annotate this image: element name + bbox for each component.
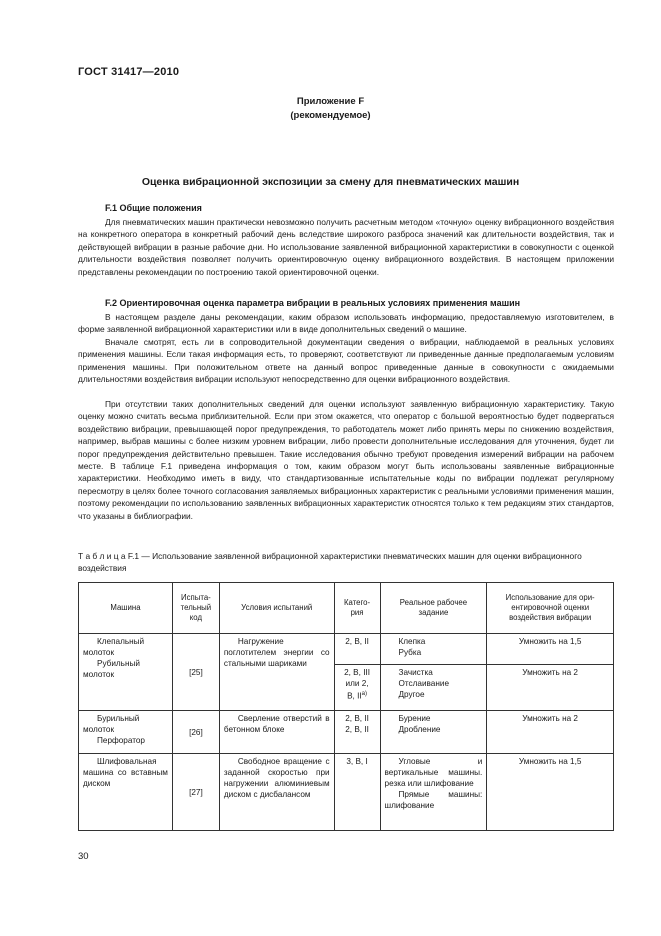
category-line: 2, B, II xyxy=(345,714,369,723)
task-cell xyxy=(380,665,487,711)
category-line: или 2, xyxy=(345,679,369,689)
task-cell xyxy=(380,754,487,831)
section-f2-paragraph-3: При отсутствии таких дополнительных сведений для оценки используют заявленную вибрационную характеристику. Такую оценку можно считать весьма приблизительной. Если при этом окажется, что оператор с большой вероятностью будет подвергаться воздействию вибрации, превышающей порог предупреждения, то работодатель может либо принять меры по снижению воздействия, например, выбрав машины с более низким уровнем вибрации, либо провести дополнительные исследования для уточнения, будет ли порог предупреждения действительно превышен. Такие исследования обычно требуют проведения измерений вибрации на рабочем месте. В таблице F.1 приведена информация о том, каким образом могут быть использованы заявленные вибрационные характеристики. Необходимо иметь в виду, что стандартизованные испытательные коды по вибрации подлежат регулярному пересмотру в целях более точного согласования заявляемых вибрационных характеристик с реальными условиями применения машин, поэтому рекомендации по использованию заявленных вибрационных характеристик относятся только к тем редакциям этих стандартов, что указаны в библиографии. xyxy=(78,399,614,521)
section-f1-paragraph: Для пневматических машин практически невозможно получить расчетным методом «точную» оценку вибрационного воздействия на конкретного оператора в конкретный рабочий день вследствие широкого разброса значений как длительности воздействия, так и действующей вибрации в разные рабочие дни. Но использование заявленной вибрационной характеристики в совокупности с оценкой длительности воздействия позволяет получить ориентировочную оценку вибрационного воздействия. В настоящем приложении представлены рекомендации по построению такой ориентировочной оценки. xyxy=(78,217,614,277)
test-code: [26] xyxy=(172,711,219,754)
table-row xyxy=(79,711,614,754)
usage-cell: Умножить на 2 xyxy=(487,711,614,754)
header-code: Испыта-тельный код xyxy=(172,583,219,634)
category-line-text: B, II xyxy=(347,692,362,702)
task-item: Дробление xyxy=(398,725,441,734)
machine-cell xyxy=(79,634,173,711)
task-item: Отслаивание xyxy=(398,679,449,689)
category-cell xyxy=(334,665,380,711)
task-item: Прямые машины: шлифование xyxy=(384,790,483,810)
task-item: Рубка xyxy=(398,648,422,657)
section-f2-paragraph-1: В настоящем разделе даны рекомендации, каким образом использовать информацию, предоставляемую изготовителем, в форме заявленной вибрационной характеристики или в виде дополнительных сведений о машине. xyxy=(78,312,614,335)
section-f2-paragraph-2: Вначале смотрят, есть ли в сопроводительной документации сведения о вибрации, наблюдаемой в реальных условиях применения машины. Если такая информация есть, то проверяют, соответствуют ли приведенные данные предполагаемым условиям применения машины. При положительном ответе на данный вопрос приведенные данные в совокупности с ожидаемыми длительностями воздействия вибрации используют непосредственно для оценки вибрационного воздействия. xyxy=(78,337,614,385)
category-line xyxy=(339,689,376,702)
conditions-cell xyxy=(219,754,334,831)
standard-code: ГОСТ 31417—2010 xyxy=(78,66,180,78)
usage-cell: Умножить на 2 xyxy=(487,665,614,711)
machine-name: Шлифовальная машина со вставным диском xyxy=(83,757,168,788)
machine-name: Бурильный молоток xyxy=(83,714,140,734)
test-code: [25] xyxy=(172,634,219,711)
usage-cell: Умножить на 1,5 xyxy=(487,634,614,665)
table-caption-text: — Использование заявленной вибрационной характеристики пневматических машин для оценки вибрационного воздействия xyxy=(78,551,582,574)
table-row xyxy=(79,634,614,665)
header-category: Катего-рия xyxy=(334,583,380,634)
section-heading-f1: F.1 Общие положения xyxy=(105,203,202,213)
conditions-cell xyxy=(219,711,334,754)
category-line: 2, B, II xyxy=(345,725,369,734)
task-cell xyxy=(380,634,487,665)
vibration-table xyxy=(78,582,614,831)
page-title: Оценка вибрационной экспозиции за смену для пневматических машин xyxy=(141,176,520,188)
appendix-label: Приложение F xyxy=(296,96,365,107)
category-cell xyxy=(334,711,380,754)
task-cell xyxy=(380,711,487,754)
table-row xyxy=(79,754,614,831)
footnote-marker: a) xyxy=(361,691,367,698)
conditions-cell xyxy=(219,634,334,711)
header-conditions: Условия испытаний xyxy=(219,583,334,634)
task-item: Угловые и вертикальные машины. резка или шлифование xyxy=(384,757,483,788)
conditions-text: Нагружение поглотителем энергии со стальными шариками xyxy=(223,637,330,668)
header-usage: Использование для ори-ентировочной оценки воздействия вибрации xyxy=(487,583,614,634)
table-caption-prefix: Т а б л и ц а F.1 xyxy=(78,551,140,561)
test-code: [27] xyxy=(172,754,219,831)
table-caption xyxy=(78,550,614,575)
category-cell: 3, B, I xyxy=(334,754,380,831)
category-line: 2, B, III xyxy=(344,668,371,678)
machine-cell xyxy=(79,754,173,831)
category-cell: 2, B, II xyxy=(334,634,380,665)
header-task: Реальное рабочее задание xyxy=(380,583,487,634)
conditions-text: Сверление отверстий в бетонном блоке xyxy=(223,714,330,734)
page-number: 30 xyxy=(78,851,89,862)
conditions-text: Свободное вращение с заданной скоростью при нагружении алюминиевым диском с дисбалансом xyxy=(223,757,330,799)
machine-name: Рубильный молоток xyxy=(83,659,140,679)
section-heading-f2: F.2 Ориентировочная оценка параметра вибрации в реальных условиях применения машин xyxy=(105,298,521,308)
machine-cell xyxy=(79,711,173,754)
task-item: Клепка xyxy=(398,637,426,646)
machine-name: Перфоратор xyxy=(97,736,145,745)
appendix-status: (рекомендуемое) xyxy=(290,110,371,121)
header-machine: Машина xyxy=(79,583,173,634)
machine-name: Клепальный молоток xyxy=(83,637,145,657)
table-header-row xyxy=(79,583,614,634)
task-item: Зачистка xyxy=(398,668,433,678)
task-item: Другое xyxy=(398,690,425,700)
task-item: Бурение xyxy=(398,714,431,723)
usage-cell: Умножить на 1,5 xyxy=(487,754,614,831)
